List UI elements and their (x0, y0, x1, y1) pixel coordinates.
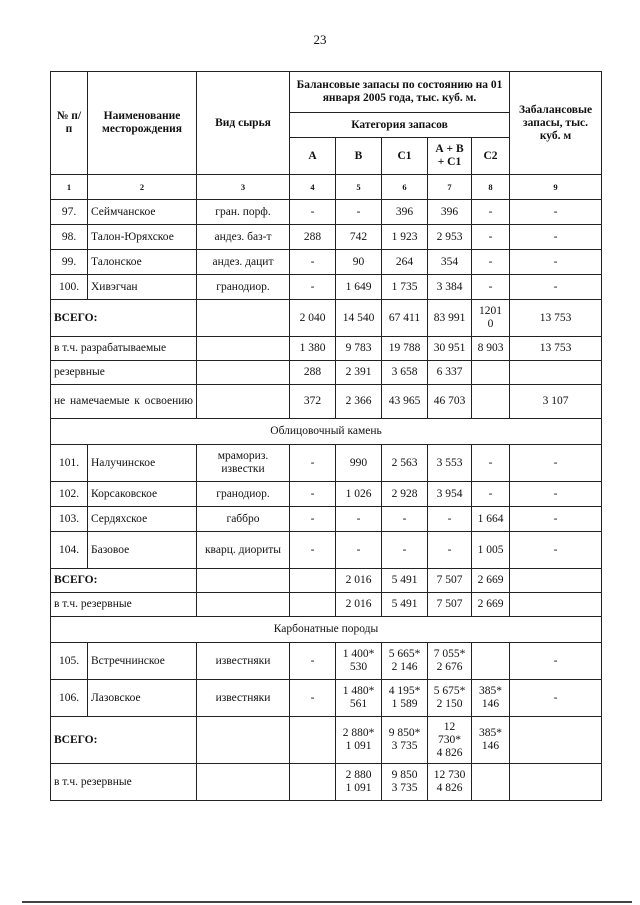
value-abc1: 7 507 (428, 569, 472, 593)
total-label: в т.ч. разрабатываемые (51, 337, 197, 361)
value-abc1: 83 991 (428, 300, 472, 337)
value-abc1: 46 703 (428, 385, 472, 419)
empty-cell (197, 593, 290, 617)
deposit-row (51, 507, 602, 532)
col-number: 7 (428, 175, 472, 200)
value-abc1: 7 055* 2 676 (428, 643, 472, 680)
deposit-name: Талон-Юряхское (88, 225, 197, 250)
header-deposit-name: Наименование месторождения (88, 72, 197, 175)
value-offbalance: - (510, 507, 602, 532)
value-a: 372 (290, 385, 336, 419)
header-cat-c1: С1 (382, 138, 428, 175)
value-abc1: 396 (428, 200, 472, 225)
value-abc1: 5 675* 2 150 (428, 680, 472, 717)
header-cat-c2: С2 (472, 138, 510, 175)
section-title-facing-stone: Облицовочный камень (51, 419, 602, 445)
value-a: - (290, 680, 336, 717)
row-number: 100. (51, 275, 88, 300)
col-number: 3 (197, 175, 290, 200)
value-offbalance (510, 593, 602, 617)
value-a: - (290, 250, 336, 275)
value-offbalance: - (510, 200, 602, 225)
value-c2: - (472, 482, 510, 507)
row-number: 106. (51, 680, 88, 717)
value-c2: 385* 146 (472, 717, 510, 764)
value-abc1: 354 (428, 250, 472, 275)
total-label: в т.ч. резервные (51, 764, 197, 801)
raw-type: андез. баз-т (197, 225, 290, 250)
value-a: 288 (290, 225, 336, 250)
raw-type: кварц. диориты (197, 532, 290, 569)
deposit-row (51, 200, 602, 225)
value-abc1: 3 384 (428, 275, 472, 300)
header-category: Категория запасов (290, 113, 510, 138)
value-c2: 1 664 (472, 507, 510, 532)
value-b: 1 480* 561 (336, 680, 382, 717)
deposit-name: Встречнинское (88, 643, 197, 680)
row-number: 98. (51, 225, 88, 250)
deposit-row (51, 445, 602, 482)
value-offbalance: - (510, 643, 602, 680)
total-label: ВСЕГО: (51, 717, 197, 764)
total-row (51, 717, 602, 764)
value-offbalance (510, 764, 602, 801)
col-number: 5 (336, 175, 382, 200)
col-number: 2 (88, 175, 197, 200)
value-abc1: 2 953 (428, 225, 472, 250)
empty-cell (197, 717, 290, 764)
value-b: 1 026 (336, 482, 382, 507)
deposit-row (51, 532, 602, 569)
total-label: резервные (51, 361, 197, 385)
value-b: 90 (336, 250, 382, 275)
total-row (51, 300, 602, 337)
row-number: 103. (51, 507, 88, 532)
col-number: 1 (51, 175, 88, 200)
row-number: 97. (51, 200, 88, 225)
value-c1: 9 850 3 735 (382, 764, 428, 801)
value-b: 742 (336, 225, 382, 250)
value-a (290, 593, 336, 617)
value-c2: - (472, 225, 510, 250)
page-number: 23 (313, 32, 327, 47)
value-c1: 3 658 (382, 361, 428, 385)
value-abc1: 30 951 (428, 337, 472, 361)
deposit-row (51, 275, 602, 300)
header-offbalance: Забалансовые запасы, тыс. куб. м (510, 72, 602, 175)
value-abc1: 12 730* 4 826 (428, 717, 472, 764)
value-offbalance (510, 569, 602, 593)
col-number: 4 (290, 175, 336, 200)
total-row (51, 593, 602, 617)
deposit-row (51, 643, 602, 680)
value-c2: 1201 0 (472, 300, 510, 337)
value-a (290, 569, 336, 593)
col-number: 9 (510, 175, 602, 200)
deposit-name: Базовое (88, 532, 197, 569)
raw-type: гранодиор. (197, 275, 290, 300)
empty-cell (197, 569, 290, 593)
value-a (290, 717, 336, 764)
raw-type: гранодиор. (197, 482, 290, 507)
raw-type: габбро (197, 507, 290, 532)
deposit-row (51, 225, 602, 250)
value-a: 1 380 (290, 337, 336, 361)
raw-type: известняки (197, 643, 290, 680)
value-a: - (290, 532, 336, 569)
value-b: 1 649 (336, 275, 382, 300)
value-c1: 67 411 (382, 300, 428, 337)
value-b: 2 366 (336, 385, 382, 419)
deposit-name: Хивэгчан (88, 275, 197, 300)
value-c1: 5 491 (382, 593, 428, 617)
deposit-name: Налучинское (88, 445, 197, 482)
value-c1: 5 665* 2 146 (382, 643, 428, 680)
value-abc1: 7 507 (428, 593, 472, 617)
value-offbalance: 13 753 (510, 337, 602, 361)
value-b: - (336, 532, 382, 569)
total-label: не намечаемые к освоению (51, 385, 197, 419)
value-c2: 1 005 (472, 532, 510, 569)
section-title-carbonate: Карбонатные породы (51, 617, 602, 643)
value-a: - (290, 482, 336, 507)
value-a: - (290, 445, 336, 482)
value-b: 990 (336, 445, 382, 482)
empty-cell (197, 764, 290, 801)
row-number: 104. (51, 532, 88, 569)
value-c1: 264 (382, 250, 428, 275)
total-row (51, 764, 602, 801)
value-c2: - (472, 250, 510, 275)
value-b: 2 880* 1 091 (336, 717, 382, 764)
value-c1: 396 (382, 200, 428, 225)
total-label: ВСЕГО: (51, 300, 197, 337)
value-abc1: 3 954 (428, 482, 472, 507)
value-abc1: 3 553 (428, 445, 472, 482)
value-c1: - (382, 507, 428, 532)
value-a: - (290, 200, 336, 225)
row-number: 105. (51, 643, 88, 680)
header-cat-b: В (336, 138, 382, 175)
total-row (51, 337, 602, 361)
value-c2: 385* 146 (472, 680, 510, 717)
deposit-name: Корсаковское (88, 482, 197, 507)
value-offbalance: - (510, 532, 602, 569)
col-number: 8 (472, 175, 510, 200)
value-offbalance: - (510, 445, 602, 482)
header-cat-a: А (290, 138, 336, 175)
value-a: - (290, 275, 336, 300)
total-row (51, 569, 602, 593)
value-abc1: 6 337 (428, 361, 472, 385)
value-c2: - (472, 275, 510, 300)
value-offbalance: - (510, 225, 602, 250)
value-c1: 2 928 (382, 482, 428, 507)
row-number: 101. (51, 445, 88, 482)
deposit-row (51, 482, 602, 507)
value-b: 2 880 1 091 (336, 764, 382, 801)
deposit-name: Талонское (88, 250, 197, 275)
value-offbalance (510, 361, 602, 385)
value-offbalance (510, 717, 602, 764)
value-b: 1 400* 530 (336, 643, 382, 680)
header-no: № п/п (51, 72, 88, 175)
raw-type: гран. порф. (197, 200, 290, 225)
value-offbalance: 13 753 (510, 300, 602, 337)
empty-cell (197, 361, 290, 385)
value-offbalance: - (510, 482, 602, 507)
value-c2: 8 903 (472, 337, 510, 361)
value-c1: 43 965 (382, 385, 428, 419)
row-number: 102. (51, 482, 88, 507)
value-c2 (472, 764, 510, 801)
value-c2 (472, 385, 510, 419)
value-c2: 2 669 (472, 569, 510, 593)
value-a: - (290, 507, 336, 532)
value-a (290, 764, 336, 801)
row-number: 99. (51, 250, 88, 275)
value-b: 2 016 (336, 593, 382, 617)
value-b: 2 391 (336, 361, 382, 385)
total-label: ВСЕГО: (51, 569, 197, 593)
value-offbalance: - (510, 250, 602, 275)
value-offbalance: - (510, 275, 602, 300)
header-cat-abc1: А + В + С1 (428, 138, 472, 175)
total-label: в т.ч. резервные (51, 593, 197, 617)
section-row (51, 617, 602, 643)
section-row (51, 419, 602, 445)
value-abc1: 12 730 4 826 (428, 764, 472, 801)
value-c2 (472, 643, 510, 680)
value-c1: 5 491 (382, 569, 428, 593)
value-b: 9 783 (336, 337, 382, 361)
col-number: 6 (382, 175, 428, 200)
deposit-name: Сердяхское (88, 507, 197, 532)
value-a: 288 (290, 361, 336, 385)
bottom-rule (22, 901, 632, 903)
value-abc1: - (428, 507, 472, 532)
empty-cell (197, 337, 290, 361)
value-b: - (336, 507, 382, 532)
value-c1: 1 735 (382, 275, 428, 300)
value-c2: - (472, 200, 510, 225)
empty-cell (197, 385, 290, 419)
value-c2 (472, 361, 510, 385)
column-number-row (51, 175, 602, 200)
value-a: 2 040 (290, 300, 336, 337)
total-row (51, 361, 602, 385)
value-c2: 2 669 (472, 593, 510, 617)
value-c1: 19 788 (382, 337, 428, 361)
value-c1: - (382, 532, 428, 569)
value-c1: 1 923 (382, 225, 428, 250)
header-raw-type: Вид сырья (197, 72, 290, 175)
value-c1: 2 563 (382, 445, 428, 482)
value-offbalance: - (510, 680, 602, 717)
deposit-row (51, 680, 602, 717)
deposit-name: Лазовское (88, 680, 197, 717)
value-b: 14 540 (336, 300, 382, 337)
raw-type: мрамориз. известки (197, 445, 290, 482)
value-b: 2 016 (336, 569, 382, 593)
deposit-row (51, 250, 602, 275)
value-abc1: - (428, 532, 472, 569)
value-offbalance: 3 107 (510, 385, 602, 419)
value-c2: - (472, 445, 510, 482)
value-b: - (336, 200, 382, 225)
deposit-name: Сеймчанское (88, 200, 197, 225)
raw-type: андез. дацит (197, 250, 290, 275)
value-a: - (290, 643, 336, 680)
value-c1: 9 850* 3 735 (382, 717, 428, 764)
value-c1: 4 195* 1 589 (382, 680, 428, 717)
header-balance-reserves: Балансовые запасы по состоянию на 01 января 2005 года, тыс. куб. м. (290, 72, 510, 113)
reserves-table (50, 71, 602, 801)
empty-cell (197, 300, 290, 337)
raw-type: известняки (197, 680, 290, 717)
total-row (51, 385, 602, 419)
